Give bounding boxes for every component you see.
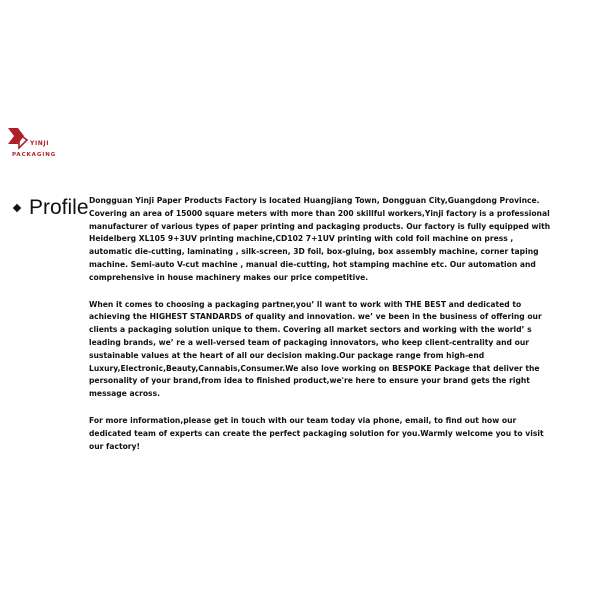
company-logo: [6, 126, 66, 166]
logo-text-yinji: YINJI: [30, 140, 50, 147]
profile-heading: [14, 196, 89, 220]
logo-text-packaging: PACKAGING: [12, 152, 57, 158]
profile-content: [89, 195, 559, 467]
page-title: Profile: [29, 196, 89, 219]
diamond-bullet-icon: [13, 204, 21, 212]
logo-mark-icon: [8, 128, 30, 150]
paragraph-packaging-partner: When it comes to choosing a packaging partner,you’ ll want to work with THE BEST and dedicated to achieving the HIGHEST STANDARDS of quality and innovation. we’ ve been in the business of offering our clients a packaging solution unique to them. Covering all market sectors and working with the world’ s leading brands, we’ re a well-versed team of packaging innovators, who keep client-centrality and our sustainable values at the heart of all our decision making.Our package range from high-end Luxury,Electronic,Beauty,Cannabis,Consumer.We also love working on BESPOKE Package that deliver the personality of your brand,from idea to finished product,we're here to ensure your brand gets the right message across.: [89, 299, 542, 399]
paragraph-contact: For more information,please get in touch with our team today via phone, email, to find out how our dedicated team of experts can create the perfect packaging solution for you.Warmly welcome you to visit our factory!: [89, 415, 544, 451]
paragraph-company-intro: Dongguan Yinji Paper Products Factory is located Huangjiang Town, Dongguan City,Guangdong Province. Covering an area of 15000 square meters with more than 200 skillful workers,Yinji factory is a professional manufacturer of various types of paper printing and packaging products. Our factory is fully equipped with Heidelberg XL105 9+3UV printing machine,CD102 7+1UV printing with cold foil machine on press , automatic die-cutting, laminating , silk-screen, 3D foil, box-gluing, box assembly machine, corner taping machine. Semi-auto V-cut machine , manual die-cutting, hot stamping machine etc. Our automation and comprehensive in house machinery makes our price competitive.: [89, 196, 551, 282]
